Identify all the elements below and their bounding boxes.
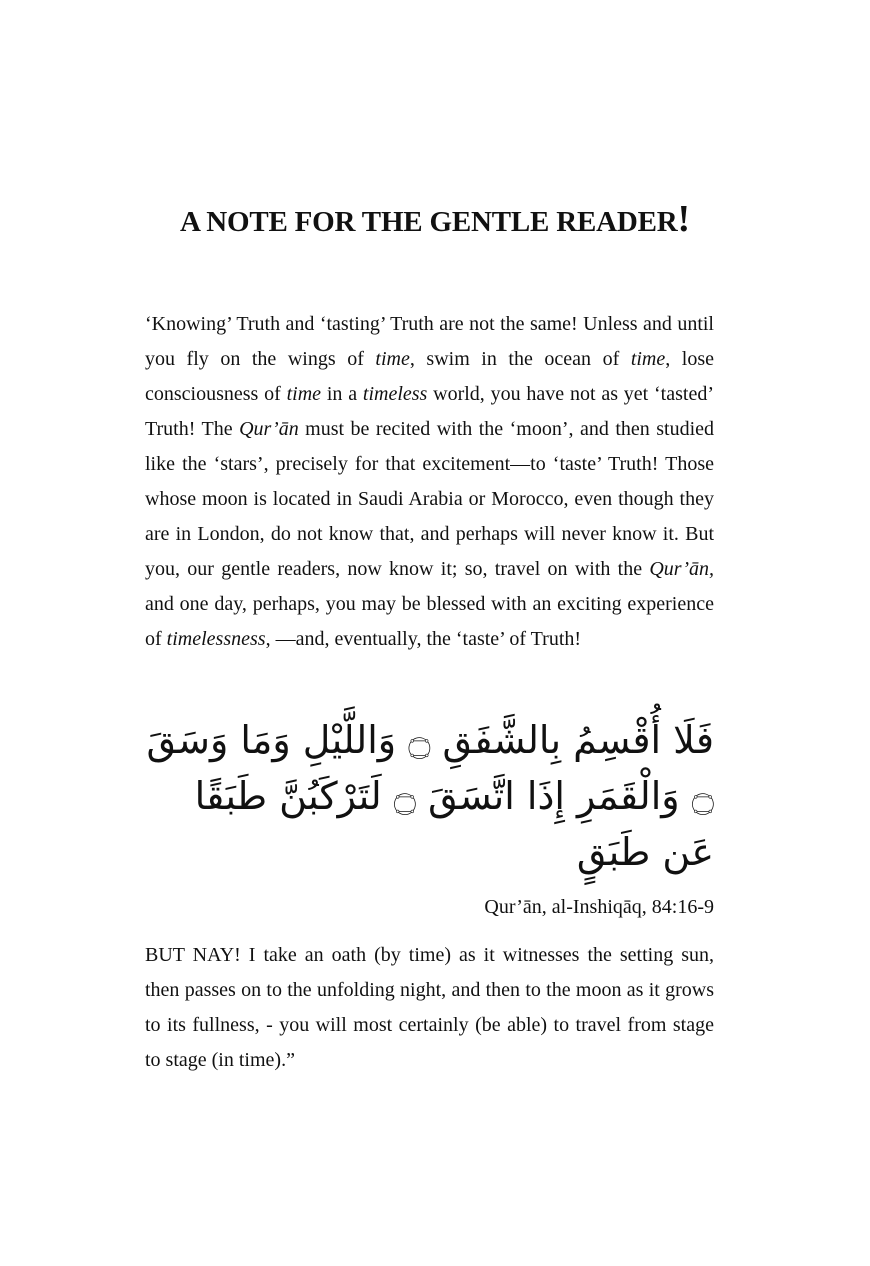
text-segment: must be recited with the ‘moon’, and then studied like the ‘stars’, precisely for that excitement—to ‘taste’ Truth! Those whose moon is located in Saudi Arabia or Morocco, even though they are in London, do not know that, and perhaps will never know it. But you, our gentle readers, now know it; so, travel on with the (145, 418, 714, 580)
emphasis-time: time (375, 348, 410, 370)
text-segment: , —and, eventually, the ‘taste’ of Truth! (265, 628, 582, 650)
emphasis-quran: Qur’ān (239, 418, 299, 440)
text-segment: world, you have not as yet ‘tasted’ Truth! The (145, 383, 714, 440)
text-segment: ‘Knowing’ Truth and ‘tasting’ Truth are not the same! Unless and until you fly on the wings of (145, 313, 714, 370)
page-title (0, 200, 870, 239)
translation-paragraph: BUT NAY! I take an oath (by time) as it witnesses the setting sun, then passes on to the unfolding night, and then to the moon as it grows to its fullness, - you will most certainly (be able) to travel from stage to stage (in time).” (145, 944, 714, 1071)
emphasis-quran: Qur’ān, (649, 558, 714, 580)
title-exclamation: ! (677, 198, 690, 240)
arabic-verse: فَلَا أُقْسِمُ بِالشَّفَقِ ۝ وَاللَّيْلِ وَمَا وَسَقَ ۝ وَالْقَمَرِ إِذَا اتَّسَقَ ۝ لَتَرْكَبُنَّ طَبَقًا عَن طَبَقٍ (146, 718, 714, 874)
emphasis-timeless: timeless (362, 383, 428, 405)
text-segment: in a (321, 383, 363, 405)
emphasis-time: time (286, 383, 322, 405)
verse-citation: Qur’ān, al-Inshiqāq, 84:16-9 (484, 896, 714, 918)
text-segment: and one day, perhaps, you may be blessed with an exciting experience of (145, 593, 714, 650)
emphasis-timelessness: timelessness (166, 628, 266, 650)
text-segment: , swim in the ocean of (409, 348, 631, 370)
intro-paragraph (145, 307, 714, 657)
emphasis-time: time (630, 348, 666, 370)
text-segment: , lose consciousness of (145, 348, 715, 405)
title-text: A NOTE FOR THE GENTLE READER (180, 206, 678, 238)
